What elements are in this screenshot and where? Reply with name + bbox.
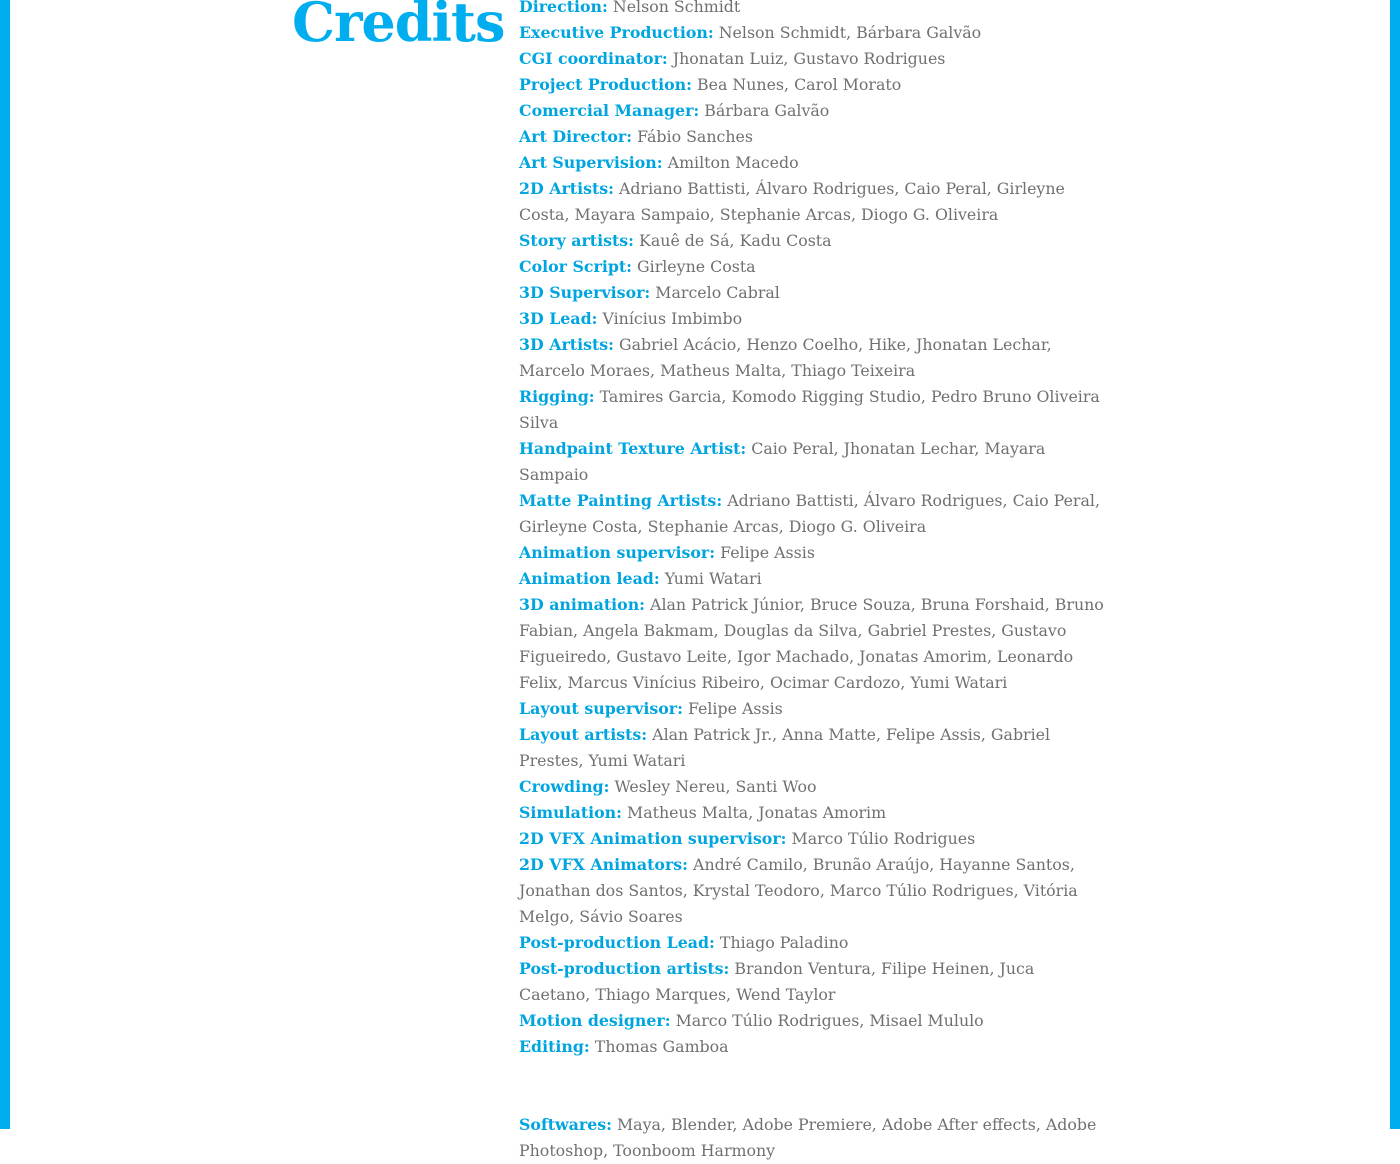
credit-role: Post-production Lead: (519, 933, 715, 952)
credit-role: Direction: (519, 0, 608, 16)
credit-names: Girleyne Costa (637, 257, 756, 276)
credit-2d-vfx-animators (519, 852, 1109, 930)
credit-role: Art Director: (519, 127, 633, 146)
credit-role: Animation lead: (519, 569, 660, 588)
credit-layout-supervisor (519, 696, 1109, 722)
credit-names: Marco Túlio Rodrigues (791, 829, 976, 848)
credit-animation-supervisor (519, 540, 1109, 566)
credit-names: Marcelo Cabral (655, 283, 780, 302)
credit-role: Simulation: (519, 803, 622, 822)
credit-role: 2D Artists: (519, 179, 614, 198)
credit-art-director (519, 124, 1109, 150)
credit-role: Layout artists: (519, 725, 648, 744)
credit-names: Jhonatan Luiz, Gustavo Rodrigues (672, 49, 946, 68)
credit-role: Post-production artists: (519, 959, 730, 978)
credit-names: Matheus Malta, Jonatas Amorim (627, 803, 887, 822)
credit-names: Marco Túlio Rodrigues, Misael Mululo (675, 1011, 984, 1030)
credit-names: Bea Nunes, Carol Morato (697, 75, 902, 94)
credit-role: Handpaint Texture Artist: (519, 439, 747, 458)
credit-names: Nelson Schmidt, Bárbara Galvão (718, 23, 982, 42)
credit-motion-designer (519, 1008, 1109, 1034)
credit-role: Art Supervision: (519, 153, 663, 172)
credit-softwares (519, 1112, 1109, 1164)
credit-names: Kauê de Sá, Kadu Costa (639, 231, 832, 250)
credit-3d-supervisor (519, 280, 1109, 306)
credit-role: Color Script: (519, 257, 632, 276)
credit-project-production (519, 72, 1109, 98)
credit-names: Vinícius Imbimbo (602, 309, 743, 328)
credit-layout-artists (519, 722, 1109, 774)
credit-role: Layout supervisor: (519, 699, 683, 718)
credit-names: Alan Patrick Jr., Anna Matte, Felipe Assis, Gabriel Prestes, Yumi Watari (519, 725, 1051, 770)
credit-role: Animation supervisor: (519, 543, 716, 562)
credit-names: Maya, Blender, Adobe Premiere, Adobe After effects, Adobe Photoshop, Toonboom Harmony (519, 1115, 1097, 1160)
credit-role: Project Production: (519, 75, 692, 94)
credit-story-artists (519, 228, 1109, 254)
credit-names: André Camilo, Brunão Araújo, Hayanne Santos, Jonathan dos Santos, Krystal Teodoro, Marco Túlio Rodrigues, Vitória Melgo, Sávio Soares (519, 855, 1078, 926)
credit-role: Editing: (519, 1037, 590, 1056)
credit-2d-vfx-animation-supervisor (519, 826, 1109, 852)
credit-post-production-artists (519, 956, 1109, 1008)
credits-list (519, 0, 1109, 1164)
credit-role: 3D Artists: (519, 335, 614, 354)
credit-role: Executive Production: (519, 23, 714, 42)
left-accent-bar (0, 0, 10, 1129)
credit-names: Gabriel Acácio, Henzo Coelho, Hike, Jhonatan Lechar, Marcelo Moraes, Matheus Malta, Thiago Teixeira (519, 335, 1052, 380)
credit-names: Amilton Macedo (667, 153, 799, 172)
credit-names: Bárbara Galvão (704, 101, 830, 120)
credit-comercial-manager (519, 98, 1109, 124)
credit-role: 2D VFX Animators: (519, 855, 688, 874)
credit-role: Softwares: (519, 1115, 612, 1134)
credit-art-supervision (519, 150, 1109, 176)
credit-role: Motion designer: (519, 1011, 671, 1030)
credit-role: Matte Painting Artists: (519, 491, 723, 510)
credit-executive-production (519, 20, 1109, 46)
credit-names: Thiago Paladino (719, 933, 849, 952)
credit-crowding (519, 774, 1109, 800)
credit-handpaint-texture-artist (519, 436, 1109, 488)
credit-cgi-coordinator (519, 46, 1109, 72)
credit-role: Crowding: (519, 777, 610, 796)
credit-names: Thomas Gamboa (594, 1037, 729, 1056)
credit-names: Adriano Battisti, Álvaro Rodrigues, Caio Peral, Girleyne Costa, Stephanie Arcas, Diogo G. Oliveira (519, 491, 1100, 536)
credit-rigging (519, 384, 1109, 436)
credit-names: Felipe Assis (720, 543, 815, 562)
page-title: Credits (292, 0, 505, 54)
credit-names: Adriano Battisti, Álvaro Rodrigues, Caio Peral, Girleyne Costa, Mayara Sampaio, Stephanie Arcas, Diogo G. Oliveira (519, 179, 1065, 224)
credit-2d-artists (519, 176, 1109, 228)
right-accent-bar (1390, 0, 1400, 1129)
section-spacer (519, 1060, 1109, 1112)
credit-simulation (519, 800, 1109, 826)
credit-role: Comercial Manager: (519, 101, 700, 120)
credit-role: CGI coordinator: (519, 49, 668, 68)
credit-names: Felipe Assis (687, 699, 783, 718)
credit-names: Nelson Schmidt (612, 0, 741, 16)
credit-animation-lead (519, 566, 1109, 592)
credit-3d-animation (519, 592, 1109, 696)
credit-3d-artists (519, 332, 1109, 384)
credit-names: Wesley Nereu, Santi Woo (614, 777, 817, 796)
credit-names: Brandon Ventura, Filipe Heinen, Juca Caetano, Thiago Marques, Wend Taylor (519, 959, 1035, 1004)
credit-role: Story artists: (519, 231, 635, 250)
credit-direction (519, 0, 1109, 20)
credit-role: 3D animation: (519, 595, 646, 614)
credit-editing (519, 1034, 1109, 1060)
credit-names: Alan Patrick Júnior, Bruce Souza, Bruna Forshaid, Bruno Fabian, Angela Bakmam, Douglas da Silva, Gabriel Prestes, Gustavo Figueiredo, Gustavo Leite, Igor Machado, Jonatas Amorim, Leonardo Felix, Marcus Vinícius Ribeiro, Ocimar Cardozo, Yumi Watari (519, 595, 1104, 692)
credit-matte-painting-artists (519, 488, 1109, 540)
credit-3d-lead (519, 306, 1109, 332)
credit-names: Tamires Garcia, Komodo Rigging Studio, Pedro Bruno Oliveira Silva (519, 387, 1100, 432)
credit-role: 3D Supervisor: (519, 283, 651, 302)
credit-names: Yumi Watari (664, 569, 762, 588)
credit-names: Caio Peral, Jhonatan Lechar, Mayara Sampaio (519, 439, 1046, 484)
credit-role: Rigging: (519, 387, 595, 406)
credit-color-script (519, 254, 1109, 280)
credit-role: 3D Lead: (519, 309, 598, 328)
credit-post-production-lead (519, 930, 1109, 956)
credit-names: Fábio Sanches (637, 127, 753, 146)
credit-role: 2D VFX Animation supervisor: (519, 829, 787, 848)
